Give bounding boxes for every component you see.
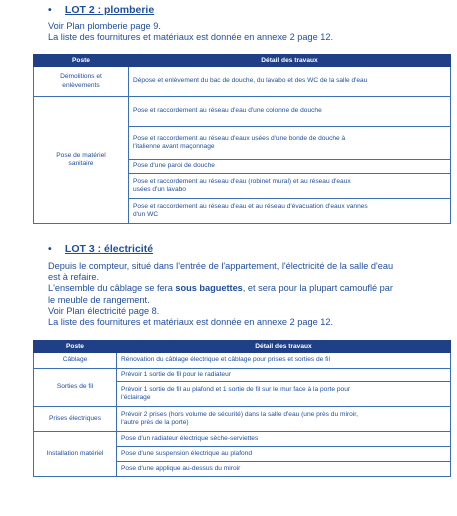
detail-cell: Pose et raccordement au réseau d'eau et au réseau d'évacuation d'eaux vannes d'un WC [129,199,451,224]
poste-cell: Câblage [34,353,117,369]
detail-cell: Pose d'une paroi de douche [129,160,451,174]
detail-cell: Pose d'une applique au-dessus du miroir [117,462,451,477]
detail-cell: Prévoir 1 sortie de fil au plafond et 1 sortie de fil sur le mur face à la porte pour l'éclairage [117,382,451,407]
lot3-line: Voir Plan électricité page 8. [48,305,160,316]
column-header: Poste [34,55,129,67]
lot3-title: LOT 3 : électricité [64,243,154,255]
lot2-heading [48,4,154,16]
lot3-line: L'ensemble du câblage se fera sous baguettes, et sera pour la plupart camouflé par [48,283,393,294]
column-header: Détail des travaux [117,341,451,353]
poste-cell: Installation matériel [34,432,117,477]
detail-cell: Pose et raccordement au réseau d'eau (robinet mural) et au réseau d'eaux usées d'un lavabo [129,174,451,199]
lot2-line: La liste des fournitures et matériaux est donnée en annexe 2 page 12. [48,32,334,43]
detail-cell: Pose d'une suspension électrique au plafond [117,447,451,462]
lot2-line: Voir Plan plomberie page 9. [48,21,161,31]
lot3-line: est à refaire. [48,272,100,283]
column-header: Poste [34,341,117,353]
lot3-line: Depuis le compteur, situé dans l'entrée de l'appartement, l'électricité de la salle d'eau [48,261,394,271]
column-header: Détail des travaux [129,55,451,67]
bullet: • [48,243,52,255]
lot3-line: le meuble de rangement. [48,294,150,305]
lot3-line: La liste des fournitures et matériaux est donnée en annexe 2 page 12. [48,317,334,328]
lot2-table [33,54,451,224]
poste-cell: Pose de matériel sanitaire [34,97,129,224]
poste-cell: Sorties de fil [34,369,117,407]
lot3-heading [48,243,153,255]
poste-cell: Démolitions et enlèvements [34,67,129,97]
detail-cell: Prévoir 1 sortie de fil pour le radiateur [117,369,451,382]
detail-cell: Prévoir 2 prises (hors volume de sécurité) dans la salle d'eau (une près du miroir, l'autre près de la porte) [117,407,451,432]
lot3-paragraph [48,261,393,328]
detail-cell: Pose et raccordement au réseau d'eau d'une colonne de douche [129,97,451,127]
lot3-table [33,340,451,477]
lot2-paragraph [48,21,333,43]
detail-cell: Pose d'un radiateur électrique sèche-serviettes [117,432,451,447]
lot2-title: LOT 2 : plomberie [64,4,155,16]
poste-cell: Prises électriques [34,407,117,432]
detail-cell: Pose et raccordement au réseau d'eaux usées d'une bonde de douche à l'italienne avant maçonnage [129,127,451,160]
bullet: • [48,4,52,16]
detail-cell: Rénovation du câblage électrique et câblage pour prises et sorties de fil [117,353,451,369]
detail-cell: Dépose et enlèvement du bac de douche, du lavabo et des WC de la salle d'eau [129,67,451,97]
